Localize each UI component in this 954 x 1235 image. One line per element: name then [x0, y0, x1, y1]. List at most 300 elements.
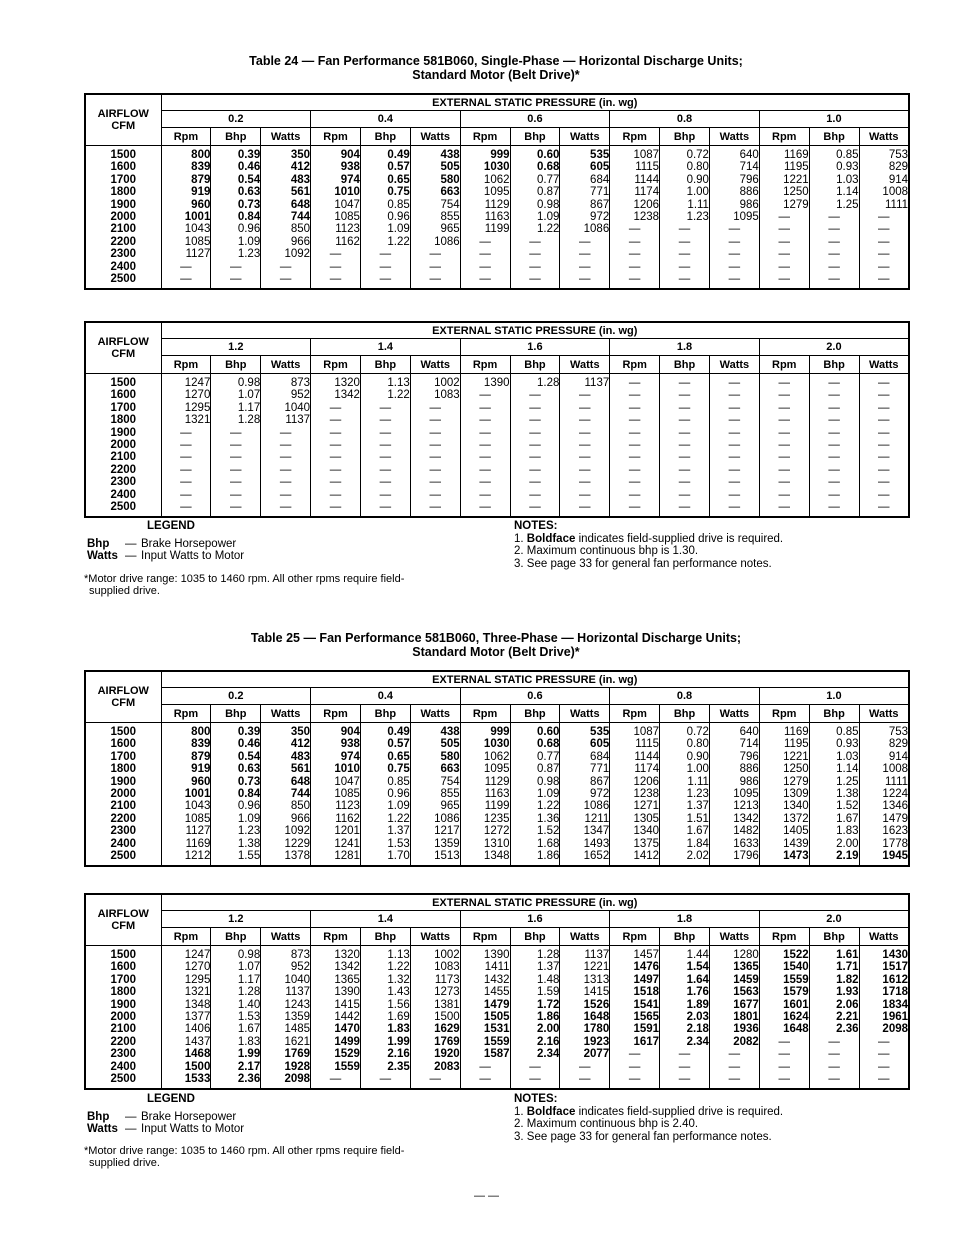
watts-cell: — — [560, 439, 610, 451]
watts-cell: 350 — [261, 146, 311, 162]
table-row — [85, 961, 909, 973]
pressure-header: 2.0 — [759, 911, 909, 928]
watts-cell: 753 — [888, 726, 909, 738]
bhp-cell: 1.22 — [360, 236, 410, 248]
watts-cell: — — [709, 489, 759, 501]
watts-cell: 1095 — [709, 211, 759, 223]
bhp-cell: 0.46 — [211, 738, 261, 750]
watts-cell: 1936 — [709, 1023, 759, 1035]
watts-cell: 1677 — [709, 999, 759, 1011]
esp-header: EXTERNAL STATIC PRESSURE (in. wg) — [161, 322, 909, 339]
bhp-cell: — — [510, 451, 560, 463]
watts-cell: 2098 — [882, 1023, 909, 1036]
rpm-cell: 919 — [161, 763, 211, 775]
airflow-cfm-cell: 1600 — [85, 738, 161, 750]
watts-cell: — — [261, 476, 311, 488]
watts-cell: 1111 — [884, 198, 909, 211]
watts-cell: — — [878, 426, 890, 439]
bhp-cell: 1.48 — [510, 974, 560, 986]
pressure-header: 0.2 — [161, 111, 311, 128]
bhp-column-header: Bhp — [211, 705, 261, 723]
bhp-cell: — — [510, 489, 560, 501]
note-1-rest: indicates field-supplied drive is required. — [578, 1105, 784, 1118]
rpm-cell: — — [759, 374, 809, 390]
watts-cell: 483 — [261, 174, 311, 186]
watts-column-header: Watts — [709, 356, 759, 374]
watts-cell: — — [709, 501, 759, 517]
watts-cell: 1928 — [261, 1061, 311, 1073]
rpm-cell: — — [161, 451, 211, 463]
rpm-cell: — — [460, 1073, 510, 1089]
bhp-cell: 1.38 — [211, 838, 261, 850]
table-row — [85, 763, 909, 775]
airflow-header-line2: CFM — [111, 697, 136, 709]
bhp-cell: — — [809, 414, 859, 426]
rpm-cell: 960 — [161, 199, 211, 211]
rpm-cell: 1473 — [759, 850, 809, 866]
watts-cell: — — [560, 248, 610, 260]
rpm-cell: 1348 — [460, 850, 510, 866]
watts-column-header: Watts — [560, 356, 610, 374]
rpm-cell: 974 — [311, 751, 361, 763]
bhp-cell: 1.67 — [660, 825, 710, 837]
bhp-cell: 0.72 — [660, 146, 710, 162]
bhp-cell: 2.34 — [510, 1048, 560, 1060]
watts-cell: 1347 — [560, 825, 610, 837]
watts-cell: — — [261, 427, 311, 439]
rpm-cell: — — [610, 464, 660, 476]
watts-cell: 850 — [261, 800, 311, 812]
table-row — [85, 451, 909, 463]
rpm-cell: 1087 — [610, 723, 660, 739]
bhp-cell: 1.07 — [211, 389, 261, 401]
bhp-cell: 1.17 — [211, 402, 261, 414]
rpm-cell: 1201 — [311, 825, 361, 837]
watts-column-header: Watts — [859, 705, 909, 723]
notes-25: NOTES: 1. Boldface indicates field-supplied drive is required. 2. Maximum continuous bhp is 2.40. 3. See page 33 for general fan performance notes. — [514, 1093, 784, 1143]
watts-cell: 1040 — [261, 402, 311, 414]
bhp-column-header: Bhp — [660, 356, 710, 374]
watts-column-header: Watts — [859, 356, 909, 374]
bhp-cell: — — [510, 414, 560, 426]
pressure-header: 1.0 — [759, 111, 909, 128]
bhp-cell: 0.98 — [211, 374, 261, 390]
bhp-cell: 1.52 — [809, 800, 859, 812]
watts-cell: 1517 — [882, 961, 909, 974]
watts-column-header: Watts — [410, 356, 460, 374]
footnote-25 — [84, 1145, 484, 1169]
rpm-cell: — — [161, 501, 211, 517]
rpm-cell: 1247 — [161, 946, 211, 962]
watts-cell: 1095 — [709, 788, 759, 800]
bhp-cell: — — [809, 427, 859, 439]
watts-cell: — — [709, 439, 759, 451]
bhp-cell: 0.60 — [510, 723, 560, 739]
bhp-cell: 1.40 — [211, 999, 261, 1011]
watts-column-header: Watts — [410, 928, 460, 946]
watts-cell: 640 — [709, 146, 759, 162]
rpm-cell: 1309 — [759, 788, 809, 800]
watts-cell: — — [410, 427, 460, 439]
bhp-cell: — — [211, 439, 261, 451]
rpm-cell: 1047 — [311, 199, 361, 211]
rpm-cell: 1241 — [311, 838, 361, 850]
watts-cell: — — [878, 476, 890, 489]
bhp-cell: 1.00 — [660, 763, 710, 775]
bhp-cell: 1.38 — [809, 788, 859, 800]
rpm-cell: — — [759, 223, 809, 235]
airflow-cfm-cell: 2000 — [85, 211, 161, 223]
airflow-cfm-cell: 2100 — [85, 800, 161, 812]
bhp-cell: 1.76 — [660, 986, 710, 998]
watts-cell: 663 — [410, 763, 460, 775]
rpm-cell: — — [311, 248, 361, 260]
watts-cell: — — [878, 1035, 890, 1048]
table-row — [85, 738, 909, 750]
watts-cell: 561 — [261, 763, 311, 775]
esp-header: EXTERNAL STATIC PRESSURE (in. wg) — [161, 894, 909, 911]
bhp-cell: 1.11 — [660, 199, 710, 211]
rpm-cell: 1342 — [311, 961, 361, 973]
bhp-cell: 0.96 — [211, 223, 261, 235]
rpm-cell: 1129 — [460, 199, 510, 211]
bhp-cell: 1.54 — [660, 961, 710, 973]
rpm-column-header: Rpm — [759, 928, 809, 946]
pressure-header: 2.0 — [759, 339, 909, 356]
rpm-cell: 1470 — [311, 1023, 361, 1035]
bhp-cell: 1.36 — [510, 813, 560, 825]
rpm-cell: 1559 — [460, 1036, 510, 1048]
watts-cell: 438 — [410, 723, 460, 739]
rpm-cell: — — [759, 211, 809, 223]
bhp-cell: 1.69 — [360, 1011, 410, 1023]
watts-column-header: Watts — [410, 705, 460, 723]
rpm-cell: 1390 — [460, 946, 510, 962]
table-row — [85, 414, 909, 426]
rpm-cell: 1030 — [460, 738, 510, 750]
bhp-cell: 2.21 — [809, 1011, 859, 1023]
rpm-column-header: Rpm — [161, 356, 211, 374]
watts-cell: — — [878, 439, 890, 452]
bhp-cell: 1.22 — [510, 223, 560, 235]
airflow-cfm-cell: 1500 — [85, 146, 161, 162]
rpm-cell: — — [610, 501, 660, 517]
rpm-cell: — — [759, 273, 809, 289]
rpm-cell: — — [610, 273, 660, 289]
watts-cell: — — [709, 389, 759, 401]
bhp-cell: 0.65 — [360, 174, 410, 186]
watts-cell: 1780 — [560, 1023, 610, 1035]
bhp-cell: 1.37 — [660, 800, 710, 812]
bhp-cell: 0.87 — [510, 763, 560, 775]
watts-cell: 1769 — [261, 1048, 311, 1060]
watts-cell: — — [410, 476, 460, 488]
legend-abbr-watts: Watts — [87, 550, 118, 562]
airflow-cfm-cell: 1700 — [85, 974, 161, 986]
bhp-cell: — — [660, 261, 710, 273]
rpm-cell: 1340 — [759, 800, 809, 812]
bhp-cell: 1.23 — [660, 211, 710, 223]
rpm-cell: — — [460, 439, 510, 451]
bhp-cell: 0.65 — [360, 751, 410, 763]
watts-cell: — — [560, 1073, 610, 1089]
bhp-cell: 1.28 — [510, 374, 560, 390]
pressure-header: 1.2 — [161, 911, 311, 928]
bhp-cell: — — [809, 1073, 859, 1089]
bhp-cell: 1.56 — [360, 999, 410, 1011]
bhp-column-header: Bhp — [660, 128, 710, 146]
rpm-cell: — — [610, 248, 660, 260]
watts-cell: 886 — [709, 763, 759, 775]
rpm-cell: 1624 — [759, 1011, 809, 1023]
watts-cell: 986 — [709, 199, 759, 211]
bhp-cell: 1.64 — [660, 974, 710, 986]
rpm-cell: — — [759, 427, 809, 439]
watts-cell: — — [410, 451, 460, 463]
airflow-cfm-cell: 2500 — [85, 1073, 161, 1089]
bhp-cell: 1.00 — [660, 186, 710, 198]
bhp-cell: 1.83 — [809, 825, 859, 837]
bhp-cell: — — [510, 248, 560, 260]
bhp-cell: 0.85 — [809, 146, 859, 162]
watts-cell: 714 — [709, 161, 759, 173]
bhp-cell: — — [360, 489, 410, 501]
airflow-cfm-cell: 2500 — [85, 501, 161, 517]
watts-cell: 1778 — [882, 837, 909, 850]
watts-cell: 771 — [560, 763, 610, 775]
bhp-cell: 0.93 — [809, 161, 859, 173]
watts-cell: — — [410, 439, 460, 451]
bhp-cell: — — [809, 1036, 859, 1048]
rpm-cell: 1212 — [161, 850, 211, 866]
airflow-cfm-cell: 2200 — [85, 464, 161, 476]
rpm-cell: 1321 — [161, 414, 211, 426]
bhp-column-header: Bhp — [360, 928, 410, 946]
watts-cell: 561 — [261, 186, 311, 198]
bhp-cell: 1.22 — [360, 389, 410, 401]
rpm-cell: — — [759, 1073, 809, 1089]
footnote-line1: *Motor drive range: 1035 to 1460 rpm. All other rpms require field- — [84, 573, 405, 585]
bhp-cell: 1.13 — [360, 946, 410, 962]
rpm-cell: 839 — [161, 738, 211, 750]
rpm-column-header: Rpm — [610, 705, 660, 723]
bhp-cell: — — [660, 451, 710, 463]
bhp-cell: 0.49 — [360, 146, 410, 162]
rpm-cell: — — [759, 1036, 809, 1048]
watts-cell: 1346 — [882, 800, 909, 813]
bhp-cell: — — [211, 464, 261, 476]
bhp-cell: 2.34 — [660, 1036, 710, 1048]
bhp-column-header: Bhp — [660, 705, 710, 723]
rpm-cell: — — [460, 464, 510, 476]
rpm-cell: 1010 — [311, 186, 361, 198]
bhp-column-header: Bhp — [211, 128, 261, 146]
bhp-cell: 0.63 — [211, 763, 261, 775]
watts-cell: 580 — [410, 751, 460, 763]
airflow-cfm-cell: 1800 — [85, 186, 161, 198]
rpm-cell: 1235 — [460, 813, 510, 825]
table-row — [85, 1048, 909, 1060]
table-row — [85, 223, 909, 235]
watts-cell: 1415 — [560, 986, 610, 998]
rpm-cell: — — [460, 476, 510, 488]
bhp-cell: 1.09 — [510, 788, 560, 800]
watts-cell: — — [560, 273, 610, 289]
bhp-cell: 0.84 — [211, 788, 261, 800]
rpm-cell: 1617 — [610, 1036, 660, 1048]
watts-cell: — — [560, 414, 610, 426]
rpm-cell: 1238 — [610, 788, 660, 800]
bhp-cell: 0.75 — [360, 763, 410, 775]
rpm-cell: 1648 — [759, 1023, 809, 1035]
watts-cell: 648 — [261, 199, 311, 211]
rpm-cell: — — [610, 489, 660, 501]
bhp-cell: 1.72 — [510, 999, 560, 1011]
bhp-cell: 1.37 — [510, 961, 560, 973]
rpm-cell: 1169 — [759, 146, 809, 162]
pressure-header: 1.2 — [161, 339, 311, 356]
rpm-cell: 1295 — [161, 974, 211, 986]
watts-cell: — — [560, 476, 610, 488]
bhp-cell: — — [809, 464, 859, 476]
rpm-cell: 1162 — [311, 813, 361, 825]
rpm-cell: 1272 — [460, 825, 510, 837]
bhp-cell: 0.77 — [510, 174, 560, 186]
bhp-cell: 0.39 — [211, 723, 261, 739]
rpm-cell: 1457 — [610, 946, 660, 962]
table-row — [85, 800, 909, 812]
bhp-cell: — — [360, 273, 410, 289]
rpm-column-header: Rpm — [610, 128, 660, 146]
pressure-header: 1.4 — [311, 911, 461, 928]
bhp-cell: 1.23 — [660, 788, 710, 800]
watts-cell: 2077 — [560, 1048, 610, 1060]
watts-column-header: Watts — [709, 128, 759, 146]
bhp-cell: 1.84 — [660, 838, 710, 850]
airflow-cfm-cell: 1600 — [85, 161, 161, 173]
bhp-cell: — — [510, 1061, 560, 1073]
rpm-cell: 1587 — [460, 1048, 510, 1060]
watts-cell: — — [261, 501, 311, 517]
watts-cell: 873 — [261, 946, 311, 962]
watts-cell: 2083 — [410, 1061, 460, 1073]
bhp-cell: 0.39 — [211, 146, 261, 162]
rpm-cell: 839 — [161, 161, 211, 173]
airflow-cfm-cell: 2200 — [85, 1036, 161, 1048]
watts-column-header: Watts — [410, 128, 460, 146]
rpm-cell: 1579 — [759, 986, 809, 998]
rpm-cell: 1500 — [161, 1061, 211, 1073]
bhp-column-header: Bhp — [809, 928, 859, 946]
rpm-cell: 1437 — [161, 1036, 211, 1048]
rpm-cell: — — [759, 1048, 809, 1060]
pressure-header: 0.2 — [161, 688, 311, 705]
bhp-cell: 2.06 — [809, 999, 859, 1011]
bhp-cell: 2.02 — [660, 850, 710, 866]
footnote-24 — [84, 573, 484, 597]
watts-cell: 605 — [560, 738, 610, 750]
watts-cell: — — [709, 374, 759, 390]
watts-cell: — — [261, 261, 311, 273]
rpm-cell: 1522 — [759, 946, 809, 962]
watts-cell: — — [560, 464, 610, 476]
bhp-cell: 0.49 — [360, 723, 410, 739]
watts-cell: — — [410, 402, 460, 414]
watts-cell: 1513 — [410, 850, 460, 866]
rpm-cell: 1174 — [610, 763, 660, 775]
bhp-cell: 0.90 — [660, 174, 710, 186]
watts-cell: — — [709, 414, 759, 426]
rpm-cell: 1250 — [759, 763, 809, 775]
watts-cell: 1961 — [882, 1011, 909, 1024]
watts-cell: 873 — [261, 374, 311, 390]
bhp-cell: 0.54 — [211, 174, 261, 186]
rpm-cell: 974 — [311, 174, 361, 186]
notes-24: NOTES: 1. Boldface indicates field-supplied drive is required. 2. Maximum continuous bhp is 1.30. 3. See page 33 for general fan performance notes. — [514, 520, 784, 570]
watts-cell: — — [709, 427, 759, 439]
table-row — [85, 186, 909, 198]
rpm-cell: 1479 — [460, 999, 510, 1011]
watts-cell: 1092 — [261, 825, 311, 837]
watts-cell: 1359 — [261, 1011, 311, 1023]
bhp-cell: 2.16 — [360, 1048, 410, 1060]
bhp-cell: 2.03 — [660, 1011, 710, 1023]
watts-cell: — — [261, 451, 311, 463]
rpm-cell: — — [161, 489, 211, 501]
watts-cell: — — [560, 451, 610, 463]
watts-cell: 1280 — [709, 946, 759, 962]
rpm-cell: 1095 — [460, 186, 510, 198]
rpm-cell: 1320 — [311, 374, 361, 390]
bhp-cell: 2.16 — [510, 1036, 560, 1048]
watts-cell: 855 — [410, 788, 460, 800]
watts-cell: 535 — [560, 146, 610, 162]
watts-cell: 1796 — [709, 850, 759, 866]
rpm-cell: 1129 — [460, 776, 510, 788]
bhp-cell: — — [660, 414, 710, 426]
watts-column-header: Watts — [261, 705, 311, 723]
bhp-cell: 1.67 — [211, 1023, 261, 1035]
rpm-column-header: Rpm — [759, 128, 809, 146]
bhp-cell: 1.09 — [211, 236, 261, 248]
watts-cell: — — [878, 488, 890, 501]
watts-cell: 886 — [709, 186, 759, 198]
footnote-line2: supplied drive. — [89, 1157, 160, 1169]
bhp-cell: 1.71 — [809, 961, 859, 973]
watts-cell: 1482 — [709, 825, 759, 837]
table-row — [85, 273, 909, 289]
watts-cell: 1648 — [560, 1011, 610, 1023]
watts-cell: 796 — [709, 751, 759, 763]
bhp-cell: — — [809, 273, 859, 289]
table-row — [85, 146, 909, 162]
watts-cell: — — [709, 273, 759, 289]
watts-cell: 1213 — [709, 800, 759, 812]
bhp-cell: — — [809, 236, 859, 248]
bhp-cell: 2.00 — [809, 838, 859, 850]
rpm-cell: 1270 — [161, 389, 211, 401]
watts-column-header: Watts — [859, 928, 909, 946]
watts-cell: 1086 — [560, 223, 610, 235]
watts-cell: — — [560, 389, 610, 401]
rpm-cell: 1206 — [610, 199, 660, 211]
watts-cell: — — [878, 463, 890, 476]
bhp-cell: 0.73 — [211, 199, 261, 211]
bhp-cell: 2.36 — [211, 1073, 261, 1089]
bhp-cell: — — [211, 476, 261, 488]
pressure-header: 0.6 — [460, 111, 610, 128]
bhp-column-header: Bhp — [360, 128, 410, 146]
